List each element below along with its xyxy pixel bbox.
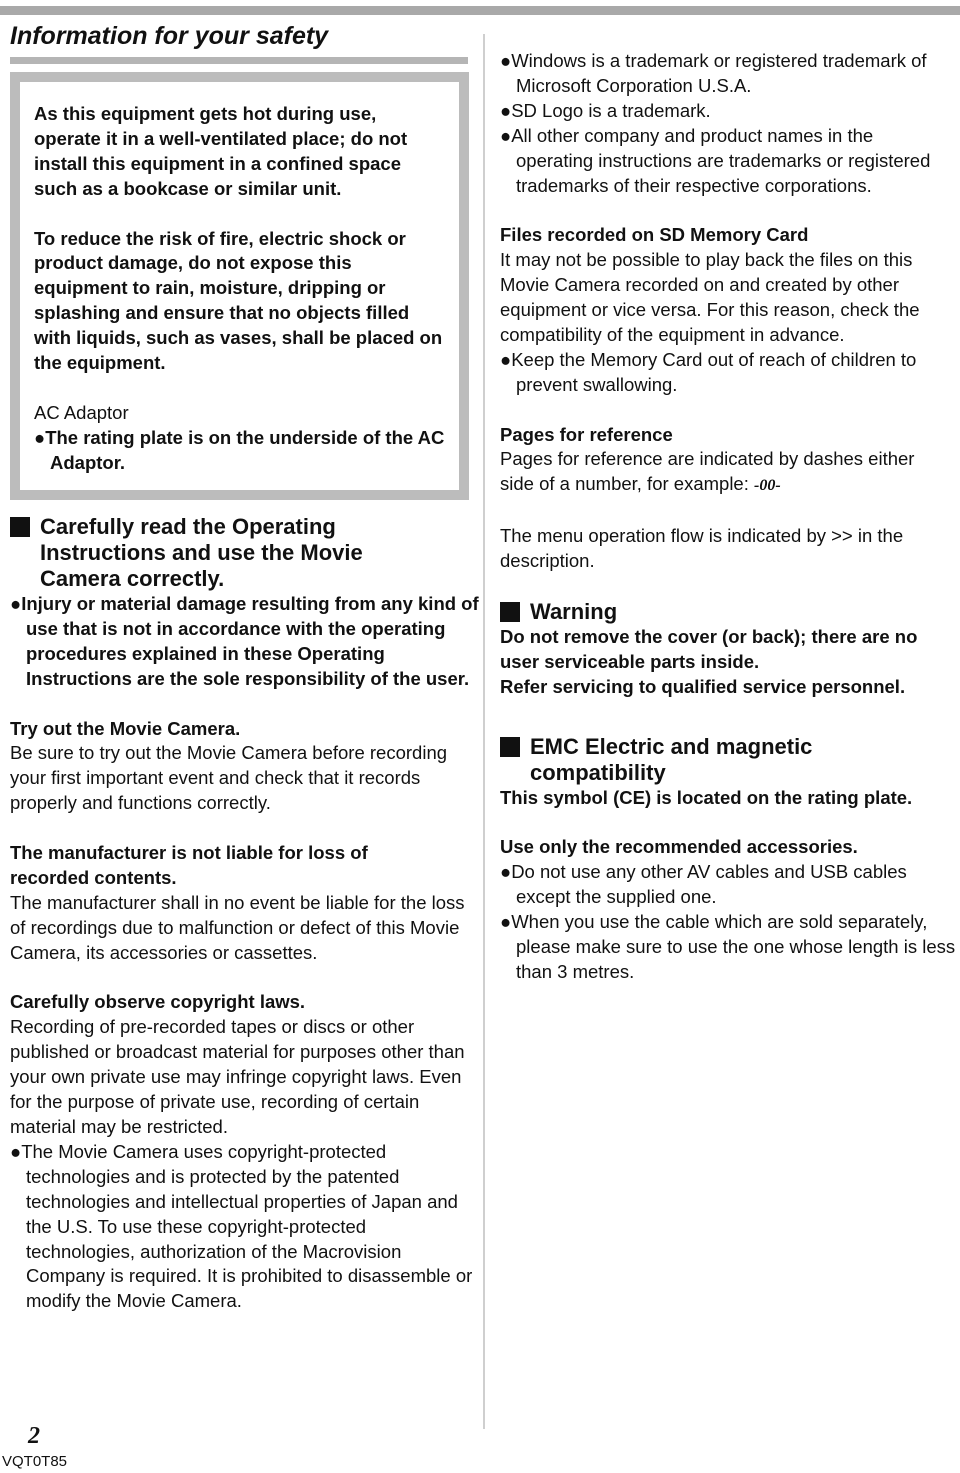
menu-flow-note: The menu operation flow is indicated by >> in the description. [500,525,904,572]
pages-reference-body [500,447,920,499]
copyright-bullet-text: The Movie Camera uses copyright-protected technologies and is protected by the patented technologies and intellectual properties of Japan and the U.S. To use these copyright-protected technologies, authorization of the Macrovision Company is required. It is prohibited to disassemble or modify the Movie Camera. [21,1140,473,1312]
trademark-item [500,99,958,124]
bullet-glyph: ● [500,861,512,883]
warning-box-para-heat: As this equipment gets hot during use, operate it in a well-ventilated place; do not install this equipment in a confined space such as a bookcase or similar unit. [34,103,408,199]
emc-body: This symbol (CE) is located on the rating plate. [500,786,913,808]
section-square-icon [10,517,30,537]
trademark-text: All other company and product names in the operating instructions are trademarks or registered trademarks of their respective corporations. [511,124,931,196]
ac-adaptor-bullet-text: The rating plate is on the underside of the AC Adaptor. [45,426,445,473]
liable-body: The manufacturer shall in no event be liable for the loss of recordings due to malfunction or defect of this Movie Camera, its accessories or cassettes. [10,891,465,963]
sd-card-bullet-text: Keep the Memory Card out of reach of children to prevent swallowing. [511,348,917,395]
trademark-text: Windows is a trademark or registered trademark of Microsoft Corporation U.S.A. [511,50,927,96]
bullet-glyph: ● [500,99,512,121]
page-number: 2 [28,1423,40,1449]
tryout-body: Be sure to try out the Movie Camera before recording your first important event and check that it records properly and functions correctly. [10,742,448,814]
safety-warning-box [10,72,469,500]
trademark-text: SD Logo is a trademark. [511,99,711,121]
pages-reference-title: Pages for reference [500,423,673,445]
bullet-glyph: ● [500,348,512,370]
read-instructions-heading [10,514,420,592]
title-rule [10,57,468,64]
accessories-bullet [500,910,956,985]
injury-bullet [10,592,484,692]
liable-title: The manufacturer is not liable for loss of recorded contents. [10,842,368,888]
left-column [10,514,480,1314]
copyright-body: Recording of pre-recorded tapes or discs or other published or broadcast material for purposes other than your own private use may infringe copyright laws. Even for the purpose of private use, recording of certain material may be restricted. [10,1016,465,1137]
document-code: VQT0T85 [2,1453,68,1470]
warning-box-para-fire: To reduce the risk of fire, electric shock or product damage, do not expose this equipment to rain, moisture, dripping or splashing and ensure that no objects filled with liquids, such as vases, shall be placed on the equipment. [34,227,443,374]
sd-card-body: It may not be possible to play back the files on this Movie Camera recorded on and created by other equipment or vice versa. For this reason, check the compatibility of the equipment in advance. [500,249,920,345]
sd-card-bullet [500,348,958,398]
accessories-bullet [500,860,936,910]
trademark-item [500,49,958,99]
top-bar [0,6,960,15]
sd-card-title: Files recorded on SD Memory Card [500,224,809,246]
warning-body-cover: Do not remove the cover (or back); there are no user serviceable parts inside. [500,625,918,672]
bullet-glyph: ● [10,1140,22,1162]
column-divider [483,34,485,1429]
injury-bullet-text: Injury or material damage resulting from any kind of use that is not in accordance with the operating procedures explained in these Operating Instructions are the sole responsibility of the user. [21,593,479,689]
warning-heading [500,599,958,625]
read-instructions-heading-text: Carefully read the Operating Instructions and use the Movie Camera correctly. [40,514,363,591]
emc-heading [500,734,860,786]
section-square-icon [500,737,520,757]
bullet-glyph: ● [500,124,512,146]
bullet-glyph: ● [500,911,512,933]
warning-body-servicing: Refer servicing to qualified service personnel. [500,675,906,697]
ac-adaptor-label: AC Adaptor [34,401,129,423]
trademark-item [500,124,936,199]
warning-heading-text: Warning [530,598,618,624]
right-column [500,49,958,985]
copyright-bullet [10,1140,476,1314]
page-number-example: -00- [754,477,781,495]
accessories-bullet-text: When you use the cable which are sold separately, please make sure to use the one whose length is less than 3 metres. [511,911,956,982]
ac-adaptor-bullet [34,426,450,476]
bullet-glyph: ● [10,593,22,614]
bullet-glyph: ● [500,50,512,71]
tryout-title: Try out the Movie Camera. [10,717,241,739]
page-title: Information for your safety [10,22,329,50]
emc-heading-text: EMC Electric and magnetic compatibility [530,733,813,785]
accessories-title: Use only the recommended accessories. [500,836,858,858]
pages-reference-text: Pages for reference are indicated by dashes either side of a number, for example: [500,448,915,495]
accessories-bullet-text: Do not use any other AV cables and USB cables except the supplied one. [511,861,907,908]
copyright-title: Carefully observe copyright laws. [10,991,306,1013]
bullet-glyph: ● [34,426,46,448]
section-square-icon [500,602,520,622]
